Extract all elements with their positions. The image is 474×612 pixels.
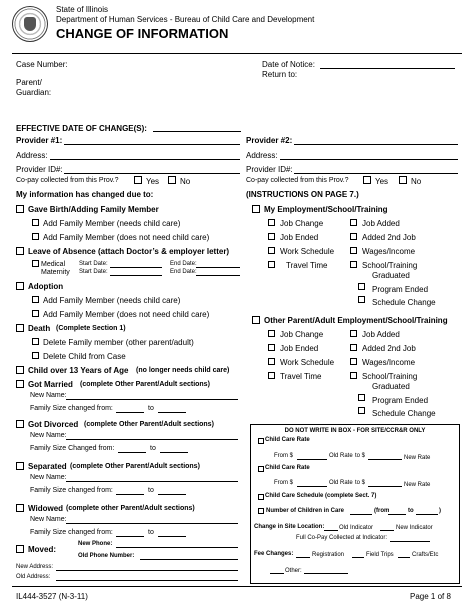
medical-label: Medical — [41, 261, 66, 268]
provider2-address-field[interactable] — [280, 159, 458, 160]
married-family-size-from-field[interactable] — [116, 412, 144, 413]
got-divorced-label: Got Divorced — [28, 420, 79, 429]
my-employment-checkbox[interactable] — [252, 205, 260, 213]
children-in-care-field[interactable] — [350, 514, 372, 515]
other-work-schedule-checkbox[interactable] — [268, 358, 275, 365]
married-family-size-label: Family Size changed from: — [30, 405, 113, 412]
rate1-to-field[interactable] — [368, 459, 402, 460]
wages-income-checkbox[interactable] — [350, 247, 357, 254]
divorced-to-label: to — [150, 445, 156, 452]
school-training-label: School/Training — [362, 261, 418, 270]
registration-field[interactable] — [296, 557, 310, 558]
effective-date-label: EFFECTIVE DATE OF CHANGE(S): — [16, 124, 147, 133]
adopt-needs-care-label: Add Family Member (needs child care) — [43, 296, 181, 305]
birth-needs-care-checkbox[interactable] — [32, 219, 39, 226]
gave-birth-label: Gave Birth/Adding Family Member — [28, 205, 159, 214]
other-schedule-change-checkbox[interactable] — [358, 407, 365, 414]
provider2-address-label: Address: — [246, 151, 278, 160]
delete-child-label: Delete Child from Case — [43, 352, 126, 361]
widowed-label: Widowed — [28, 504, 64, 513]
children-to-field[interactable] — [416, 514, 438, 515]
date-of-notice-label: Date of Notice: — [262, 60, 315, 69]
office-use-box — [250, 424, 460, 584]
crafts-etc-label: Crafts/Etc — [412, 552, 439, 558]
instructions-heading: (INSTRUCTIONS ON PAGE 7.) — [246, 190, 359, 199]
provider2-yes-label: Yes — [375, 177, 389, 186]
rate1-old-rate-label: Old Rate — [329, 453, 353, 459]
children-to-label: to — [408, 508, 414, 514]
separated-family-size-from-field[interactable] — [116, 494, 144, 495]
children-from-label: (from — [374, 508, 390, 514]
rate2-to-field[interactable] — [368, 486, 402, 487]
provider2-copay-yes-checkbox[interactable] — [363, 176, 371, 184]
married-to-label: to — [148, 405, 154, 412]
rate1-new-rate-label: New Rate — [404, 455, 431, 461]
adopt-no-care-label: Add Family Member (does not need child care) — [43, 310, 210, 319]
other-added-2nd-job-checkbox[interactable] — [350, 344, 357, 351]
state-seal-logo — [12, 6, 48, 42]
site-location-label: Change in Site Location: — [254, 524, 325, 530]
return-to-label: Return to: — [262, 70, 298, 79]
other-job-added-checkbox[interactable] — [350, 330, 357, 337]
program-ended-checkbox[interactable] — [358, 283, 365, 290]
old-phone-label: Old Phone Number: — [78, 553, 135, 559]
widowed-note: (complete other Parent/Adult sections) — [66, 505, 195, 512]
other-job-change-checkbox[interactable] — [268, 330, 275, 337]
adoption-label: Adoption — [28, 282, 64, 291]
delete-child-checkbox[interactable] — [32, 352, 39, 359]
separated-family-size-to-field[interactable] — [158, 494, 186, 495]
separated-new-name-field[interactable] — [66, 481, 238, 482]
got-married-note: (complete Other Parent/Adult sections) — [80, 381, 210, 388]
death-checkbox[interactable] — [16, 324, 24, 332]
old-phone-field[interactable] — [140, 559, 238, 560]
end-date-label: End Date: — [170, 261, 197, 267]
divorced-family-size-to-field[interactable] — [160, 452, 188, 453]
children-in-care-checkbox[interactable] — [258, 508, 264, 514]
provider1-id-field[interactable] — [64, 173, 240, 174]
child-over-13-checkbox[interactable] — [16, 366, 24, 374]
other-fee-check-field[interactable] — [270, 573, 284, 574]
provider2-label: Provider #2: — [246, 136, 293, 145]
provider1-copay-yes-checkbox[interactable] — [134, 176, 142, 184]
provider1-no-label: No — [180, 177, 191, 186]
adoption-checkbox[interactable] — [16, 282, 24, 290]
new-address-label: New Address: — [16, 564, 54, 570]
job-ended-label: Job Ended — [280, 233, 319, 242]
changed-due-heading: My information has changed due to: — [16, 190, 154, 199]
adopt-needs-care-checkbox[interactable] — [32, 296, 39, 303]
medical-checkbox[interactable] — [32, 260, 39, 267]
delete-family-member-checkbox[interactable] — [32, 338, 39, 345]
separated-to-label: to — [148, 487, 154, 494]
full-copay-field[interactable] — [390, 541, 430, 542]
rate2-checkbox[interactable] — [258, 466, 264, 472]
schedule-checkbox[interactable] — [258, 494, 264, 500]
rate2-from-field[interactable] — [297, 486, 327, 487]
old-indicator-field[interactable] — [324, 530, 338, 531]
new-phone-field[interactable] — [116, 547, 238, 548]
delete-family-member-label: Delete Family member (other parent/adult) — [43, 338, 194, 347]
rate1-label: Child Care Rate — [265, 437, 310, 443]
office-box-title: DO NOT WRITE IN BOX - FOR SITE/CCR&R ONLY — [284, 428, 426, 434]
other-graduated-label: Graduated — [372, 382, 410, 391]
old-address-field[interactable] — [56, 580, 238, 581]
provider1-copay-label: Co-pay collected from this Prov.? — [16, 177, 119, 184]
other-schedule-change-label: Schedule Change — [372, 409, 436, 418]
start-date-field-2[interactable] — [110, 275, 162, 276]
married-new-name-label: New Name: — [30, 392, 67, 399]
other-employment-checkbox[interactable] — [252, 316, 260, 324]
schedule-label: Child Care Schedule (complete Sect. 7) — [265, 493, 377, 499]
birth-no-care-checkbox[interactable] — [32, 233, 39, 240]
widowed-family-size-label: Family Size changed from: — [30, 529, 113, 536]
other-job-change-label: Job Change — [280, 330, 324, 339]
date-of-notice-field[interactable] — [320, 68, 455, 69]
leave-checkbox[interactable] — [16, 247, 24, 255]
other-travel-time-label: Travel Time — [280, 372, 322, 381]
separated-new-name-label: New Name: — [30, 474, 67, 481]
new-indicator-field[interactable] — [380, 530, 394, 531]
my-employment-label: My Employment/School/Training — [264, 205, 388, 214]
children-from-field[interactable] — [388, 514, 406, 515]
moved-checkbox[interactable] — [16, 545, 24, 553]
got-divorced-checkbox[interactable] — [16, 420, 24, 428]
provider2-no-label: No — [411, 177, 422, 186]
page-title: CHANGE OF INFORMATION — [56, 26, 229, 41]
case-number-label: Case Number: — [16, 60, 68, 69]
got-married-label: Got Married — [28, 380, 73, 389]
graduated-label: Graduated — [372, 271, 410, 280]
end-date-field[interactable] — [196, 267, 240, 268]
divorced-family-size-from-field[interactable] — [118, 452, 146, 453]
married-family-size-to-field[interactable] — [158, 412, 186, 413]
travel-time-checkbox[interactable] — [268, 261, 275, 268]
widowed-family-size-from-field[interactable] — [116, 536, 144, 537]
new-address-field[interactable] — [56, 570, 238, 571]
death-label: Death — [28, 324, 51, 333]
other-travel-time-checkbox[interactable] — [268, 372, 275, 379]
child-over-13-note: (no longer needs child care) — [136, 367, 230, 374]
got-married-checkbox[interactable] — [16, 380, 24, 388]
other-job-ended-checkbox[interactable] — [268, 344, 275, 351]
widowed-family-size-to-field[interactable] — [158, 536, 186, 537]
provider2-copay-no-checkbox[interactable] — [399, 176, 407, 184]
rate1-to-label: to $ — [355, 453, 366, 459]
adopt-no-care-checkbox[interactable] — [32, 310, 39, 317]
widowed-to-label: to — [148, 529, 154, 536]
other-job-added-label: Job Added — [362, 330, 400, 339]
end-date-label-2: End Date: — [170, 269, 197, 275]
schedule-change-label: Schedule Change — [372, 298, 436, 307]
field-trips-field[interactable] — [352, 557, 364, 558]
rate1-checkbox[interactable] — [258, 438, 264, 444]
guardian-label: Guardian: — [16, 88, 52, 97]
wages-income-label: Wages/Income — [362, 247, 416, 256]
other-program-ended-checkbox[interactable] — [358, 394, 365, 401]
crafts-etc-field[interactable] — [398, 557, 410, 558]
leave-label: Leave of Absence (attach Doctor’s & employer letter) — [28, 247, 230, 256]
field-trips-label: Field Trips — [366, 552, 394, 558]
other-added-2nd-job-label: Added 2nd Job — [362, 344, 416, 353]
other-school-training-checkbox[interactable] — [350, 372, 357, 379]
provider1-copay-no-checkbox[interactable] — [168, 176, 176, 184]
provider1-address-field[interactable] — [50, 159, 240, 160]
separated-label: Separated — [28, 462, 67, 471]
job-added-checkbox[interactable] — [350, 219, 357, 226]
work-schedule-label: Work Schedule — [280, 247, 335, 256]
death-note: (Complete Section 1) — [56, 325, 126, 332]
maternity-label: Maternity — [41, 269, 70, 276]
footer-divider — [12, 586, 462, 587]
separated-family-size-label: Family Size changed from: — [30, 487, 113, 494]
divorced-family-size-label: Family Size Changed from: — [30, 445, 115, 452]
divorced-new-name-label: New Name: — [30, 432, 67, 439]
full-copay-label: Full Co-Pay Collected at Indicator: — [296, 535, 388, 541]
other-fee-field[interactable] — [304, 573, 348, 574]
provider1-yes-label: Yes — [146, 177, 160, 186]
separated-checkbox[interactable] — [16, 462, 24, 470]
rate2-from-label: From $ — [274, 480, 294, 486]
effective-date-field[interactable] — [153, 131, 241, 132]
other-wages-income-label: Wages/Income — [362, 358, 416, 367]
children-close-paren: ) — [439, 508, 441, 514]
separated-note: (complete Other Parent/Adult sections) — [70, 463, 200, 470]
other-school-training-label: School/Training — [362, 372, 418, 381]
job-ended-checkbox[interactable] — [268, 233, 275, 240]
other-employment-label: Other Parent/Adult Employment/School/Training — [264, 316, 448, 325]
schedule-change-checkbox[interactable] — [358, 296, 365, 303]
provider1-address-label: Address: — [16, 151, 48, 160]
parent-label: Parent/ — [16, 78, 42, 87]
job-change-label: Job Change — [280, 219, 324, 228]
provider2-id-label: Provider ID#: — [246, 165, 293, 174]
got-divorced-note: (complete Other Parent/Adult sections) — [84, 421, 214, 428]
provider2-id-field[interactable] — [294, 173, 458, 174]
rate1-from-label: From $ — [274, 453, 294, 459]
widowed-new-name-label: New Name: — [30, 516, 67, 523]
old-indicator-label: Old Indicator — [339, 525, 374, 531]
department-name: Department of Human Services - Bureau of Child Care and Development — [56, 15, 315, 24]
rate2-new-rate-label: New Rate — [404, 482, 431, 488]
end-date-field-2[interactable] — [196, 275, 240, 276]
program-ended-label: Program Ended — [372, 285, 429, 294]
widowed-new-name-field[interactable] — [66, 523, 238, 524]
provider1-field[interactable] — [64, 144, 240, 145]
other-fee-label: Other: — [285, 568, 302, 574]
birth-needs-care-label: Add Family Member (needs child care) — [43, 219, 181, 228]
children-in-care-label: Number of Children in Care — [266, 508, 345, 514]
school-training-checkbox[interactable] — [350, 261, 357, 268]
other-job-ended-label: Job Ended — [280, 344, 319, 353]
divorced-new-name-field[interactable] — [66, 439, 238, 440]
other-work-schedule-label: Work Schedule — [280, 358, 335, 367]
header-divider — [12, 53, 462, 54]
page-number: Page 1 of 8 — [410, 592, 451, 601]
moved-label: Moved: — [28, 545, 56, 554]
form-id: IL444-3527 (N-3-11) — [16, 592, 88, 601]
rate2-old-rate-label: Old Rate — [329, 480, 353, 486]
birth-no-care-label: Add Family Member (does not need child care) — [43, 233, 210, 242]
fee-changes-label: Fee Changes: — [254, 551, 294, 557]
widowed-checkbox[interactable] — [16, 504, 24, 512]
provider2-copay-label: Co-pay collected from this Prov.? — [246, 177, 349, 184]
new-indicator-label: New Indicator — [396, 525, 433, 531]
start-date-label-2: Start Date: — [79, 269, 108, 275]
start-date-field[interactable] — [110, 267, 162, 268]
added-2nd-job-label: Added 2nd Job — [362, 233, 416, 242]
registration-label: Registration — [312, 552, 345, 558]
new-phone-label: New Phone: — [78, 541, 113, 547]
rate1-from-field[interactable] — [297, 459, 327, 460]
rate2-to-label: to $ — [355, 480, 366, 486]
child-over-13-label: Child over 13 Years of Age — [28, 366, 129, 375]
provider2-field[interactable] — [294, 144, 458, 145]
start-date-label: Start Date: — [79, 261, 108, 267]
married-new-name-field[interactable] — [66, 399, 238, 400]
rate2-label: Child Care Rate — [265, 465, 310, 471]
provider1-id-label: Provider ID#: — [16, 165, 63, 174]
state-name: State of Illinois — [56, 5, 109, 14]
other-wages-income-checkbox[interactable] — [350, 358, 357, 365]
work-schedule-checkbox[interactable] — [268, 247, 275, 254]
added-2nd-job-checkbox[interactable] — [350, 233, 357, 240]
job-added-label: Job Added — [362, 219, 400, 228]
gave-birth-checkbox[interactable] — [16, 205, 24, 213]
travel-time-label: Travel Time — [286, 261, 328, 270]
job-change-checkbox[interactable] — [268, 219, 275, 226]
provider1-label: Provider #1: — [16, 136, 63, 145]
other-program-ended-label: Program Ended — [372, 396, 429, 405]
old-address-label: Old Address: — [16, 574, 51, 580]
